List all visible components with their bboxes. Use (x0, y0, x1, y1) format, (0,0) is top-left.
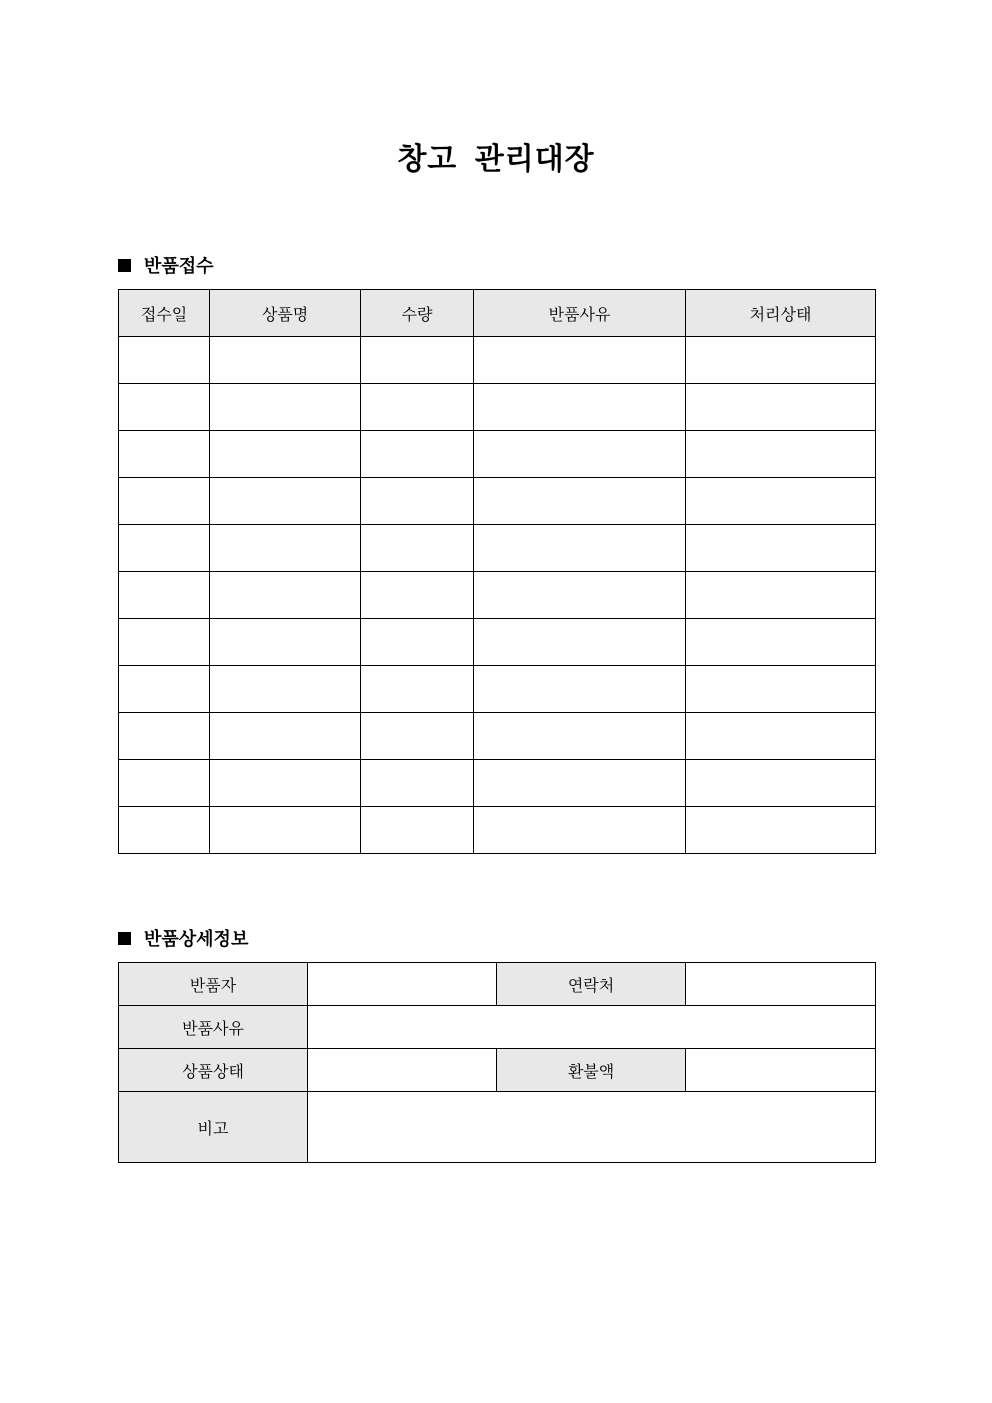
quantity-cell[interactable] (361, 478, 474, 525)
detail-row-reason (119, 1006, 876, 1049)
product-cell[interactable] (210, 760, 361, 807)
date-cell[interactable] (119, 619, 210, 666)
contact-label: 연락처 (497, 963, 686, 1006)
table-row (119, 807, 876, 854)
contact-field[interactable] (686, 963, 876, 1006)
status-cell[interactable] (686, 619, 876, 666)
reason-cell[interactable] (474, 713, 686, 760)
product-cell[interactable] (210, 384, 361, 431)
table-row (119, 572, 876, 619)
quantity-cell[interactable] (361, 807, 474, 854)
status-cell[interactable] (686, 760, 876, 807)
quantity-cell[interactable] (361, 666, 474, 713)
table-row (119, 619, 876, 666)
product-cell[interactable] (210, 666, 361, 713)
note-field[interactable] (308, 1092, 876, 1163)
detail-table (118, 962, 876, 1163)
column-header-quantity: 수량 (361, 290, 474, 337)
quantity-cell[interactable] (361, 431, 474, 478)
quantity-cell[interactable] (361, 572, 474, 619)
quantity-cell[interactable] (361, 619, 474, 666)
reason-label: 반품사유 (119, 1006, 308, 1049)
date-cell[interactable] (119, 713, 210, 760)
table-row (119, 713, 876, 760)
table-row (119, 337, 876, 384)
status-cell[interactable] (686, 431, 876, 478)
reason-field[interactable] (308, 1006, 876, 1049)
product-cell[interactable] (210, 713, 361, 760)
reason-cell[interactable] (474, 619, 686, 666)
product-cell[interactable] (210, 431, 361, 478)
status-cell[interactable] (686, 713, 876, 760)
reason-cell[interactable] (474, 760, 686, 807)
column-header-status: 처리상태 (686, 290, 876, 337)
date-cell[interactable] (119, 478, 210, 525)
status-cell[interactable] (686, 572, 876, 619)
detail-row-condition (119, 1049, 876, 1092)
quantity-cell[interactable] (361, 525, 474, 572)
date-cell[interactable] (119, 807, 210, 854)
date-cell[interactable] (119, 760, 210, 807)
detail-section-heading-text: 반품상세정보 (144, 929, 249, 950)
square-bullet-icon (118, 259, 131, 272)
refund-amount-label: 환불액 (497, 1049, 686, 1092)
product-condition-field[interactable] (308, 1049, 497, 1092)
receipt-table (118, 289, 876, 854)
receipt-section-heading-text: 반품접수 (144, 256, 214, 277)
table-row (119, 431, 876, 478)
date-cell[interactable] (119, 431, 210, 478)
product-cell[interactable] (210, 807, 361, 854)
product-condition-label: 상품상태 (119, 1049, 308, 1092)
column-header-reason: 반품사유 (474, 290, 686, 337)
column-header-date: 접수일 (119, 290, 210, 337)
product-cell[interactable] (210, 478, 361, 525)
receipt-section-heading (118, 252, 214, 278)
quantity-cell[interactable] (361, 760, 474, 807)
table-row (119, 760, 876, 807)
column-header-product: 상품명 (210, 290, 361, 337)
returner-label: 반품자 (119, 963, 308, 1006)
square-bullet-icon (118, 932, 131, 945)
status-cell[interactable] (686, 666, 876, 713)
table-row (119, 525, 876, 572)
product-cell[interactable] (210, 619, 361, 666)
status-cell[interactable] (686, 478, 876, 525)
detail-row-returner (119, 963, 876, 1006)
returner-field[interactable] (308, 963, 497, 1006)
detail-row-note (119, 1092, 876, 1163)
reason-cell[interactable] (474, 572, 686, 619)
reason-cell[interactable] (474, 337, 686, 384)
table-row (119, 384, 876, 431)
refund-amount-field[interactable] (686, 1049, 876, 1092)
date-cell[interactable] (119, 525, 210, 572)
date-cell[interactable] (119, 384, 210, 431)
page-title: 창고 관리대장 (397, 142, 595, 177)
reason-cell[interactable] (474, 384, 686, 431)
table-row (119, 666, 876, 713)
status-cell[interactable] (686, 525, 876, 572)
reason-cell[interactable] (474, 666, 686, 713)
product-cell[interactable] (210, 337, 361, 384)
reason-cell[interactable] (474, 431, 686, 478)
quantity-cell[interactable] (361, 337, 474, 384)
date-cell[interactable] (119, 572, 210, 619)
date-cell[interactable] (119, 337, 210, 384)
status-cell[interactable] (686, 337, 876, 384)
product-cell[interactable] (210, 572, 361, 619)
status-cell[interactable] (686, 807, 876, 854)
quantity-cell[interactable] (361, 384, 474, 431)
table-row (119, 478, 876, 525)
detail-section-heading (118, 925, 248, 951)
table-header-row (119, 290, 876, 337)
reason-cell[interactable] (474, 525, 686, 572)
note-label: 비고 (119, 1092, 308, 1163)
date-cell[interactable] (119, 666, 210, 713)
reason-cell[interactable] (474, 478, 686, 525)
product-cell[interactable] (210, 525, 361, 572)
status-cell[interactable] (686, 384, 876, 431)
reason-cell[interactable] (474, 807, 686, 854)
quantity-cell[interactable] (361, 713, 474, 760)
